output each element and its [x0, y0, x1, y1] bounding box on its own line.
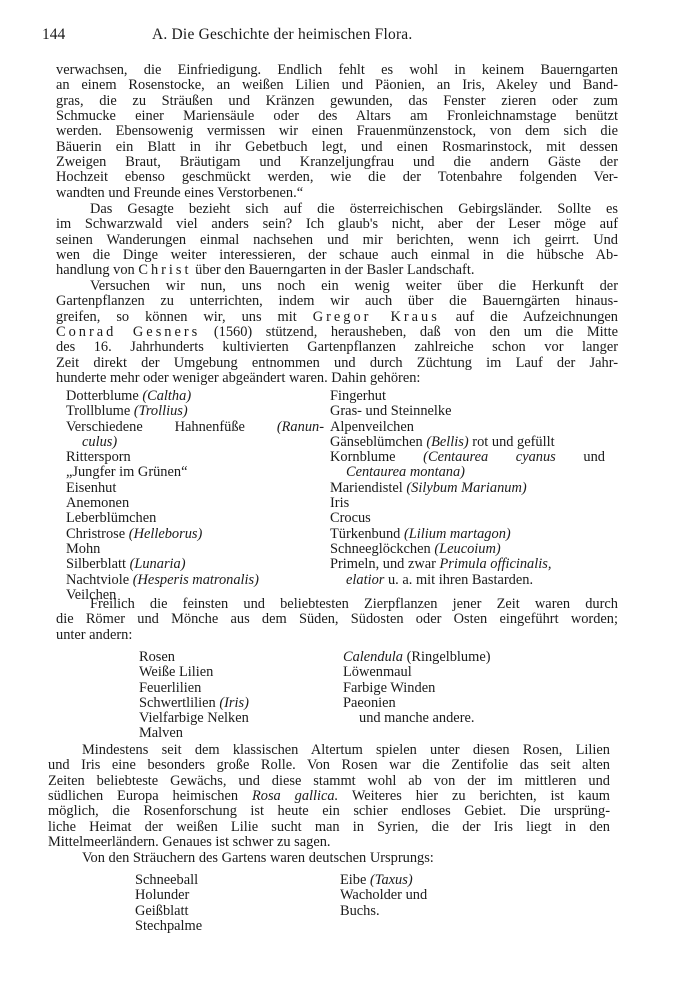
plant-name: Trollblume: [66, 403, 131, 420]
latin-name: (Caltha): [142, 388, 192, 404]
plant-name: Fingerhut: [330, 388, 386, 404]
list-item: [330, 450, 605, 465]
text-line: Mindestens seit dem klassischen Altertum spielen unter diesen Rosen, Lilien: [82, 742, 610, 758]
text-run: südlichen Europa heimischen: [48, 788, 252, 805]
list-item: [139, 711, 319, 726]
list-item: [66, 450, 324, 465]
latin-name: (Helleborus): [128, 525, 203, 542]
text-line: Hochzeit ebenso geschmückt werden, wie die der Totenbahre folgenden Ver-: [56, 169, 618, 186]
plant-list-imported-right: [343, 650, 543, 726]
list-item: Geißblatt: [135, 902, 189, 919]
plant-name: Veilchen: [66, 586, 117, 603]
latin-name: (Iris): [219, 694, 249, 711]
latin-name: Rosa gallica.: [251, 788, 339, 805]
list-item: [66, 435, 324, 450]
list-item: [343, 665, 543, 680]
text-line: hunderte mehr oder weniger abgeändert waren. Dahin gehören:: [56, 370, 421, 387]
text-line: im Schwarzwald viel anders sein? Ich glaub's nicht, aber der Leser möge auf: [56, 216, 618, 233]
plant-name: Silberblatt: [66, 556, 126, 573]
latin-name: (Bellis): [426, 433, 469, 450]
shrub-list-left: [135, 873, 305, 934]
text-line: unter andern:: [56, 626, 133, 643]
latin-name: (Silybum Marianum): [406, 479, 527, 496]
text-line: Bäuerin ein Blatt in ihr Gebetbuch legt, und einen Rosmarinstock, mit dessen: [56, 138, 618, 155]
paragraph-continuation: [56, 63, 618, 201]
list-item: [330, 465, 605, 480]
list-item: [66, 420, 324, 435]
latin-name: Centaurea montana): [346, 464, 465, 481]
list-item: [66, 465, 324, 480]
plant-name: Kornblume: [330, 449, 396, 466]
plant-name: Feuerlilien: [139, 679, 202, 696]
text-line: seinen Wanderungen einmal nachsehen und mir berichten, wenn ich geirrt. Und: [56, 231, 618, 248]
plant-name: Wacholder und: [340, 887, 428, 904]
list-item: [330, 404, 605, 419]
plant-name: Buchs.: [340, 902, 380, 919]
text-run: auf die Aufzeichnungen: [439, 308, 618, 325]
author-name-spaced: Conrad Gesners: [56, 324, 201, 341]
list-item: [330, 511, 605, 526]
plant-name: Türkenbund: [330, 525, 401, 542]
latin-name: (Leucoium): [434, 540, 501, 557]
paragraph-herkunft: [56, 279, 618, 386]
plant-name: Eisenhut: [66, 479, 117, 496]
plant-note: u. a. mit ihren Bastarden.: [384, 571, 534, 588]
list-item: [330, 557, 605, 572]
plant-name: Verschiedene Hahnenfüße: [66, 418, 245, 435]
text-line: Zeit direkt der Umgebung entnommen und durch Züchtung im Lauf der Jahr-: [56, 354, 618, 371]
list-item: [340, 873, 510, 888]
plant-name: Schneeglöckchen: [330, 540, 431, 557]
plant-note: rot und gefüllt: [468, 433, 555, 450]
text-run: handlung von: [56, 262, 139, 279]
plant-name: Crocus: [330, 510, 371, 527]
plant-name: Alpenveilchen: [330, 418, 414, 435]
text-run: über den Bauerngarten in der Basler Landschaft.: [191, 262, 475, 279]
list-item: [330, 573, 605, 588]
list-item: [330, 527, 605, 542]
plant-name: und manche andere.: [359, 710, 475, 727]
text-line: [56, 310, 618, 325]
author-name-spaced: Gregor Kraus: [312, 308, 440, 325]
latin-name: (Ranun-: [276, 418, 324, 435]
text-line: an einem Rosenstocke, an weißen Lilien und Päonien, an Iris, Akeley und Band-: [56, 77, 618, 94]
text-line: Zeiten beliebteste Gewächs, und diese stammt wohl ab von der im mittleren und: [48, 772, 610, 789]
latin-name: (Hesperis matronalis): [132, 571, 259, 588]
plant-name: Iris: [330, 495, 350, 512]
text-line: gras, die zu Sträußen und Kränzen gewunden, das Fenster zieren oder zum: [56, 92, 618, 109]
plant-note: und: [555, 449, 605, 466]
list-item: [139, 650, 319, 665]
text-line: möglich, die Rosenforschung ist heute ein schier endloses Gebiet. Die ursprüng-: [48, 803, 610, 820]
list-item: [330, 420, 605, 435]
plant-name: Gänseblümchen: [330, 433, 423, 450]
plant-name: Löwenmaul: [343, 664, 412, 681]
text-line: liche Heimat der weißen Lilie sucht man in Syrien, die der Iris liegt in den: [48, 818, 610, 835]
list-item: [340, 888, 510, 903]
list-item: [66, 511, 324, 526]
latin-name: Primula officinalis,: [439, 556, 552, 573]
plant-name: Paeonien: [343, 694, 396, 711]
list-item: [139, 665, 319, 680]
plant-name: Gras- und Steinnelke: [330, 403, 452, 420]
list-item: [66, 496, 324, 511]
plant-name: Dotterblume: [66, 388, 139, 404]
plant-name: Mohn: [66, 540, 101, 557]
latin-name: (Taxus): [369, 872, 413, 888]
plant-name: Primeln, und zwar: [330, 556, 436, 573]
plant-name: Rosen: [139, 649, 175, 665]
plant-name: Vielfarbige Nelken: [139, 710, 249, 727]
plant-name: Eibe: [340, 872, 367, 888]
list-item: [139, 681, 319, 696]
plant-name: Leberblümchen: [66, 510, 157, 527]
list-item: [66, 542, 324, 557]
shrub-list-right: [340, 873, 510, 919]
list-item: [330, 481, 605, 496]
plant-name: Christrose: [66, 525, 126, 542]
text-line: Freilich die feinsten und beliebtesten Zierpflanzen jener Zeit waren durch: [90, 596, 618, 612]
text-line: [48, 789, 610, 804]
list-item: [66, 573, 324, 588]
text-line: des 16. Jahrhunderts kultivierten Gartenpflanzen zahlreiche schon vor langer: [56, 339, 618, 356]
list-item: [66, 404, 324, 419]
text-line: [56, 325, 618, 340]
text-line: Versuchen wir nun, uns noch ein wenig weiter über die Herkunft der: [90, 278, 618, 294]
list-item: [66, 481, 324, 496]
list-item: [330, 542, 605, 557]
plant-name: Weiße Lilien: [139, 664, 214, 681]
text-line: Zweigen Braut, Bräutigam und Kranzeljungfrau und die andern Gäste der: [56, 154, 618, 171]
latin-name: Calendula: [343, 649, 403, 665]
text-line: [56, 263, 618, 278]
list-item: Holunder: [135, 887, 190, 904]
text-line: wandten und Freunde eines Verstorbenen.“: [56, 184, 304, 201]
text-run: greifen, so können wir, uns mit: [56, 308, 313, 325]
text-run: (1560) stützend, herausheben, daß von den um die Mitte: [200, 324, 618, 341]
paragraph-straeucher: [48, 851, 610, 866]
text-run: Weiteres hier zu berichten, ist kaum: [338, 788, 610, 805]
list-item: [330, 496, 605, 511]
latin-name: elatior: [346, 571, 385, 588]
text-line: Gartenpflanzen zu unterrichten, indem wir auch über die Bauerngärten hinaus-: [56, 293, 618, 310]
list-item: Schneeball: [135, 872, 199, 888]
text-line: die Römer und Mönche aus dem Süden, Südosten oder Osten eingeführt worden;: [56, 611, 618, 628]
paragraph-altertum: [48, 743, 610, 850]
plant-name: Rittersporn: [66, 449, 131, 466]
paragraph-zierpflanzen: [56, 597, 618, 643]
list-item: [343, 696, 543, 711]
latin-name: (Trollius): [133, 403, 188, 420]
latin-name: (Centaurea cyanus: [423, 449, 556, 466]
list-item: [66, 527, 324, 542]
plant-name: (Ringelblume): [402, 649, 491, 665]
running-title: A. Die Geschichte der heimischen Flora.: [152, 26, 413, 43]
list-item: [330, 435, 605, 450]
text-line: Von den Sträuchern des Gartens waren deutschen Ursprungs:: [82, 850, 434, 866]
plant-list-native-left: [66, 389, 324, 603]
latin-name: (Lilium martagon): [403, 525, 511, 542]
paragraph-schwarzwald: [56, 202, 618, 279]
plant-name: „Jungfer im Grünen“: [66, 464, 188, 481]
running-head: [42, 26, 622, 46]
text-line: Das Gesagte bezieht sich auf die österreichischen Gebirgsländer. Sollte es: [90, 201, 618, 217]
text-line: Mittelmeerländern. Genaues ist schwer zu sagen.: [48, 834, 331, 851]
text-line: und Iris eine besonders große Rolle. Von Rosen war die Zentifolie das seit alten: [48, 757, 610, 774]
plant-list-imported-left: [139, 650, 319, 742]
page-number: 144: [42, 26, 66, 43]
plant-name: Mariendistel: [330, 479, 403, 496]
text-line: wen die Dinge weiter interessieren, der schaue auch einmal in die hübsche Ab-: [56, 247, 618, 264]
list-item: [343, 681, 543, 696]
plant-name: Nachtviole: [66, 571, 130, 588]
list-item: [139, 726, 319, 741]
list-item: [139, 696, 319, 711]
list-item: Stechpalme: [135, 917, 203, 934]
list-item: [330, 389, 605, 404]
plant-name: Farbige Winden: [343, 679, 436, 696]
plant-list-native-right: [330, 389, 605, 588]
author-name-spaced: Christ: [138, 262, 192, 279]
text-line: Schmucke einer Mariensäule oder des Altars am Fronleichnamstage benützt: [56, 108, 618, 125]
list-item: [340, 904, 510, 919]
list-item: [343, 650, 543, 665]
list-item: [66, 389, 324, 404]
list-item: [66, 557, 324, 572]
text-line: verwachsen, die Einfriedigung. Endlich fehlt es wohl in keinem Bauerngarten: [56, 62, 618, 78]
latin-name: culus): [82, 433, 118, 450]
plant-name: Malven: [139, 725, 183, 742]
plant-name: Anemonen: [66, 495, 130, 512]
latin-name: (Lunaria): [129, 556, 186, 573]
text-line: werden. Ebensowenig vermissen wir einen Frauenmünzenstock, von dem sich die: [56, 123, 618, 140]
plant-name: Schwertlilien: [139, 694, 216, 711]
list-item: [343, 711, 543, 726]
